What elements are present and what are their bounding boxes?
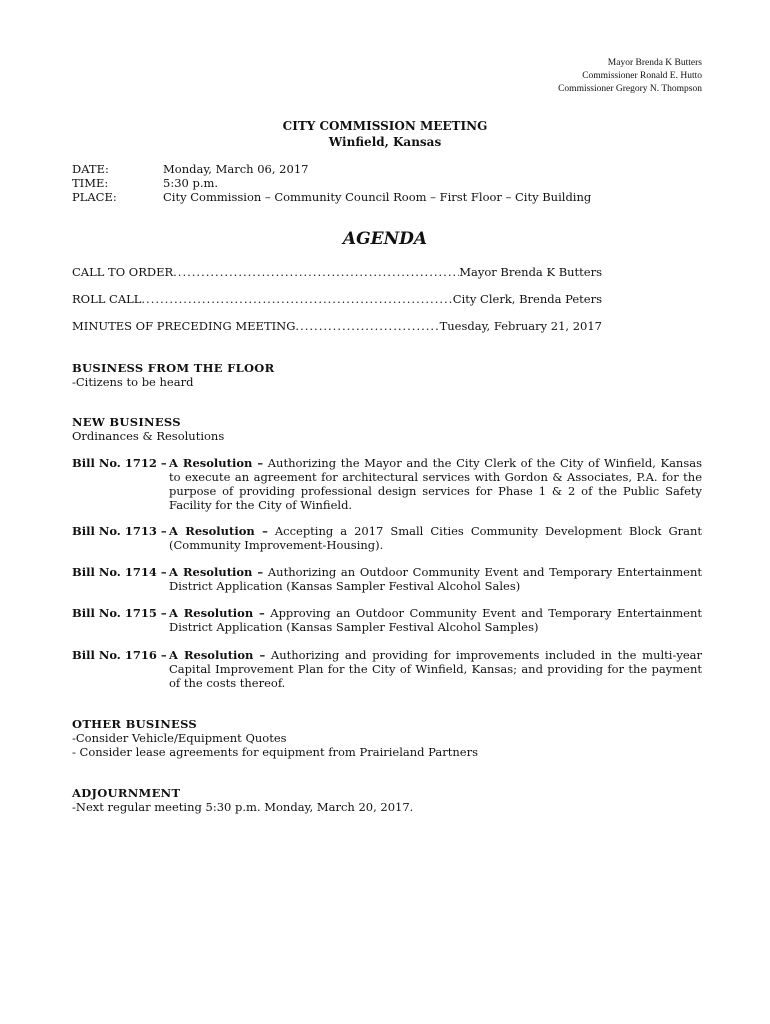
bill-text: Approving an Outdoor Community Event and Temporary Entertainment District Application (Kansas Sampler Festival Alcohol Samples) <box>169 606 703 634</box>
official-commissioner-2: Commissioner Gregory N. Thompson <box>558 84 702 94</box>
other-business-section <box>72 717 478 759</box>
officials-list <box>558 57 702 96</box>
bill-number: Bill No. 1716 – <box>72 648 167 662</box>
section-item: -Consider Vehicle/Equipment Quotes <box>72 731 287 745</box>
toc-label: ROLL CALL <box>72 292 142 306</box>
title-block <box>0 118 770 150</box>
dot-leader <box>141 292 452 306</box>
new-business-section <box>72 415 224 443</box>
info-row-date <box>72 162 591 176</box>
bill-1714 <box>72 565 702 593</box>
bill-1716 <box>72 648 702 690</box>
toc-value: City Clerk, Brenda Peters <box>452 292 602 306</box>
bill-description <box>169 606 702 634</box>
dot-leader <box>295 319 439 333</box>
bill-1712 <box>72 456 702 512</box>
bill-description <box>169 456 702 512</box>
bill-1713 <box>72 524 702 552</box>
toc-label: CALL TO ORDER <box>72 265 174 279</box>
section-heading: ADJOURNMENT <box>72 786 181 800</box>
info-row-place <box>72 190 591 204</box>
place-label: PLACE: <box>72 190 117 204</box>
dot-leader <box>173 265 459 279</box>
place-value: City Commission – Community Council Room – First Floor – City Building <box>163 190 592 204</box>
bill-text: Accepting a 2017 Small Cities Community Development Block Grant (Community Improvement-Housing). <box>169 524 703 552</box>
bill-description <box>169 524 702 552</box>
bill-lead: A Resolution – <box>169 456 264 470</box>
section-item: -Next regular meeting 5:30 p.m. Monday, March 20, 2017. <box>72 800 414 814</box>
toc-row-roll-call <box>72 292 602 306</box>
business-from-floor-section <box>72 361 274 389</box>
section-item: - Consider lease agreements for equipment from Prairieland Partners <box>72 745 478 759</box>
section-heading: BUSINESS FROM THE FLOOR <box>72 361 275 375</box>
date-value: Monday, March 06, 2017 <box>163 162 309 176</box>
time-label: TIME: <box>72 176 109 190</box>
toc-row-call-to-order <box>72 265 602 279</box>
time-value: 5:30 p.m. <box>163 176 219 190</box>
official-mayor: Mayor Brenda K Butters <box>607 58 702 68</box>
bill-description <box>169 648 702 690</box>
bill-number: Bill No. 1715 – <box>72 606 167 620</box>
bill-1715 <box>72 606 702 634</box>
bill-lead: A Resolution – <box>169 648 266 662</box>
document-subtitle: Winfield, Kansas <box>328 135 442 149</box>
bill-number: Bill No. 1713 – <box>72 524 167 538</box>
toc-label: MINUTES OF PRECEDING MEETING <box>72 319 296 333</box>
toc-value: Mayor Brenda K Butters <box>459 265 602 279</box>
info-row-time <box>72 176 591 190</box>
section-heading: OTHER BUSINESS <box>72 717 198 731</box>
agenda-heading: AGENDA <box>342 229 428 249</box>
official-commissioner-1: Commissioner Ronald E. Hutto <box>582 71 702 81</box>
adjournment-section <box>72 786 413 814</box>
bill-text: Authorizing the Mayor and the City Clerk of the City of Winfield, Kansas to execute an agreement for architectural services with Gordon & Associates, P.A. for the purpose of providing professional design services for Phase 1 & 2 of the Public Safety Facility for the City of Winfield. <box>169 456 703 512</box>
meeting-info <box>72 162 591 204</box>
toc-row-minutes <box>72 319 602 333</box>
section-heading: NEW BUSINESS <box>72 415 181 429</box>
section-subheading: Ordinances & Resolutions <box>72 429 225 443</box>
bill-lead: A Resolution – <box>169 606 265 620</box>
bill-description <box>169 565 702 593</box>
bill-number: Bill No. 1714 – <box>72 565 167 579</box>
bill-lead: A Resolution – <box>169 565 264 579</box>
toc-value: Tuesday, February 21, 2017 <box>439 319 602 333</box>
bill-text: Authorizing and providing for improvements included in the multi-year Capital Improvement Plan for the City of Winfield, Kansas; and providing for the payment of the costs thereof. <box>169 648 702 690</box>
bill-text: Authorizing an Outdoor Community Event and Temporary Entertainment District Application (Kansas Sampler Festival Alcohol Sales) <box>169 565 703 593</box>
document-title: CITY COMMISSION MEETING <box>282 119 488 133</box>
bill-lead: A Resolution – <box>169 524 268 538</box>
date-label: DATE: <box>72 162 109 176</box>
section-item: -Citizens to be heard <box>72 375 194 389</box>
bill-number: Bill No. 1712 – <box>72 456 167 470</box>
